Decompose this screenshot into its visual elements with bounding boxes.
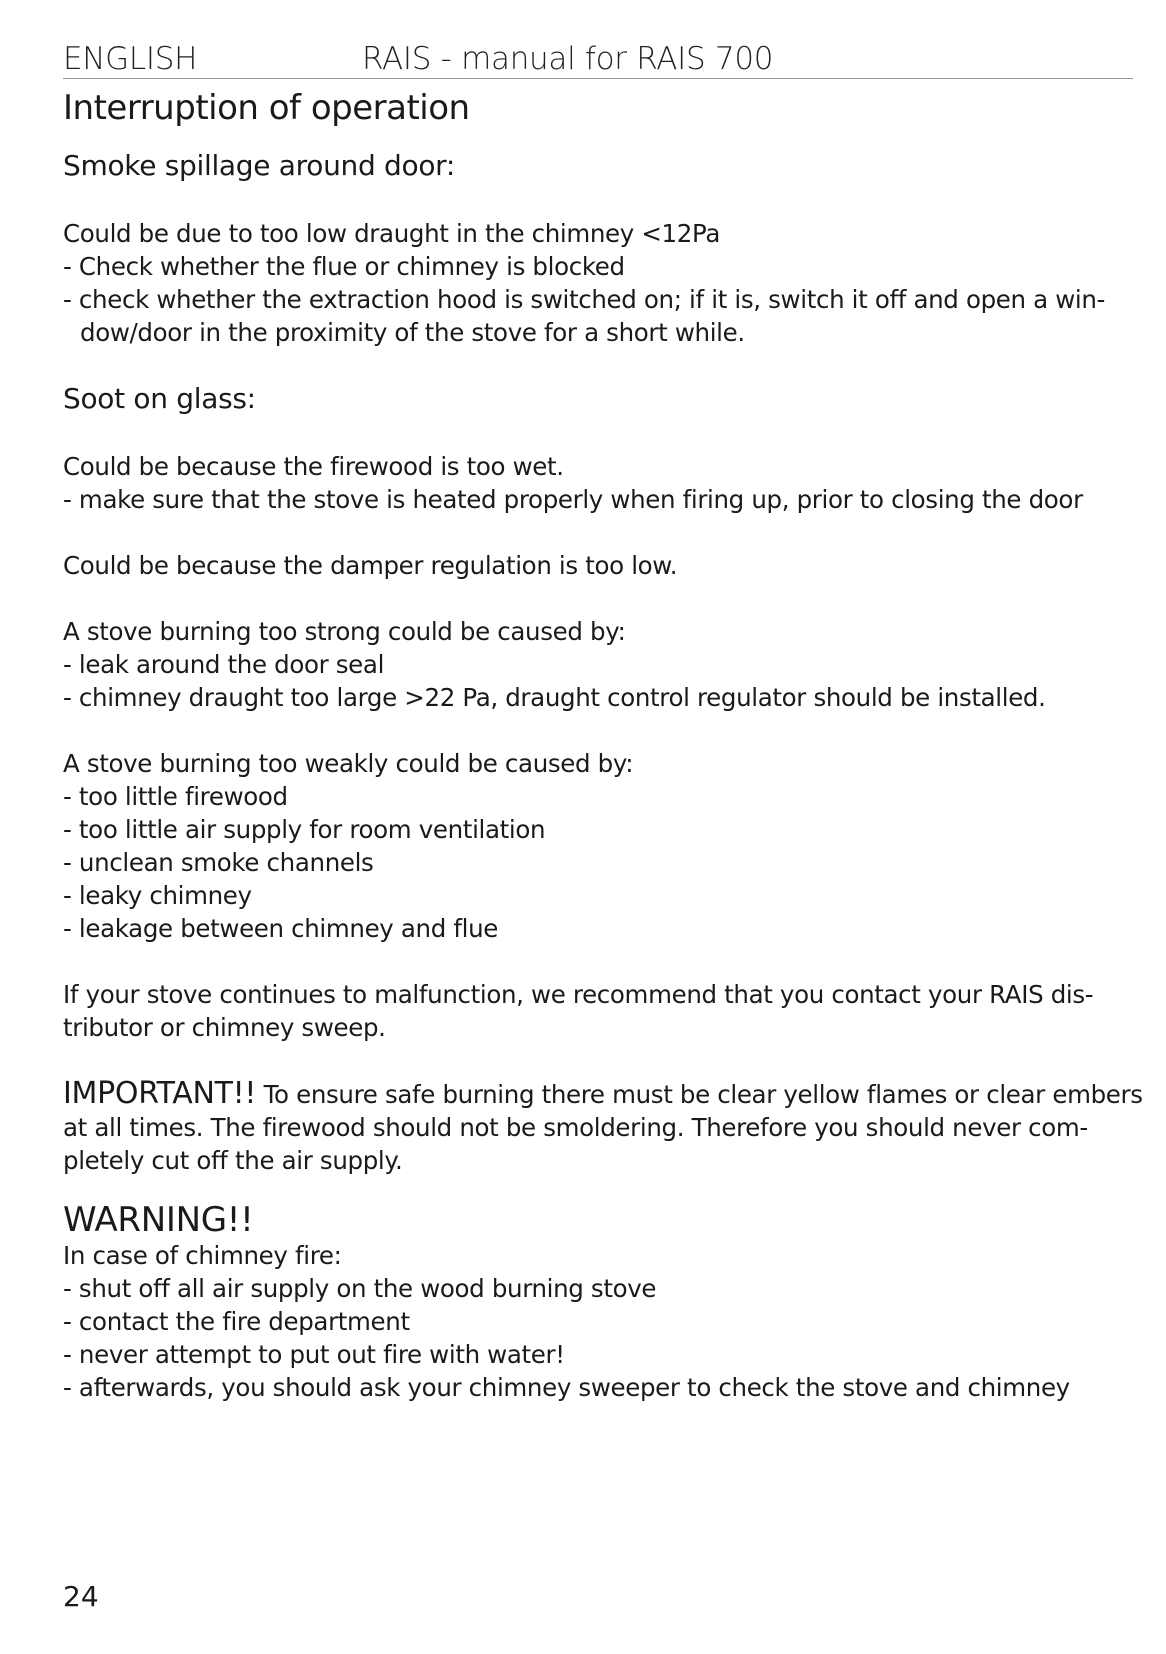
soot-paragraph-2 (63, 549, 1133, 582)
text-line: Could be because the firewood is too wet. (63, 452, 564, 481)
header-language: ENGLISH (63, 41, 198, 77)
text-line: Could be due to too low draught in the chimney <12Pa (63, 219, 721, 248)
smoke-paragraph (63, 217, 1133, 349)
text-line: tributor or chimney sweep. (63, 1013, 386, 1042)
important-label: IMPORTANT!! (63, 1076, 257, 1111)
text-line: If your stove continues to malfunction, we recommend that you contact your RAIS dis- (63, 980, 1094, 1009)
text-line: pletely cut off the air supply. (63, 1146, 403, 1175)
weak-burning-paragraph (63, 747, 1133, 945)
list-item: - too little firewood (63, 782, 288, 811)
header-manual-title: RAIS - manual for RAIS 700 (362, 41, 774, 77)
text-line: at all times. The firewood should not be smoldering. Therefore you should never com- (63, 1113, 1088, 1142)
soot-heading: Soot on glass: (63, 382, 256, 415)
list-item-continuation: dow/door in the proximity of the stove for a short while. (80, 318, 745, 347)
list-item: - Check whether the flue or chimney is blocked (63, 252, 625, 281)
section-title: Interruption of operation (63, 88, 470, 128)
list-item: - leak around the door seal (63, 650, 385, 679)
list-item: - unclean smoke channels (63, 848, 374, 877)
list-item: - too little air supply for room ventilation (63, 815, 546, 844)
list-item: - afterwards, you should ask your chimney sweeper to check the stove and chimney (63, 1373, 1070, 1402)
page-content (63, 86, 1143, 1437)
important-paragraph (63, 1076, 1143, 1177)
page-number: 24 (63, 1580, 99, 1613)
page-header (63, 40, 1133, 79)
warning-label: WARNING!! (63, 1200, 254, 1240)
list-item: - chimney draught too large >22 Pa, draught control regulator should be installed. (63, 683, 1046, 712)
text-line: In case of chimney fire: (63, 1241, 342, 1270)
strong-burning-paragraph (63, 615, 1133, 714)
smoke-heading: Smoke spillage around door: (63, 149, 456, 182)
list-item: - make sure that the stove is heated properly when firing up, prior to closing the door (63, 485, 1083, 514)
list-item: - leakage between chimney and flue (63, 914, 499, 943)
list-item: - shut off all air supply on the wood burning stove (63, 1274, 657, 1303)
list-item: - leaky chimney (63, 881, 252, 910)
soot-paragraph-1 (63, 450, 1133, 516)
text-line: A stove burning too weakly could be caused by: (63, 749, 634, 778)
list-item: - check whether the extraction hood is switched on; if it is, switch it off and open a win- (63, 285, 1106, 314)
text-line: A stove burning too strong could be caused by: (63, 617, 626, 646)
warning-paragraph (63, 1201, 1133, 1404)
important-text: To ensure safe burning there must be clear yellow flames or clear embers (256, 1080, 1143, 1109)
text-line (63, 1076, 1143, 1111)
list-item: - never attempt to put out fire with water! (63, 1340, 565, 1369)
list-item: - contact the fire department (63, 1307, 410, 1336)
text-line: Could be because the damper regulation is too low. (63, 551, 678, 580)
malfunction-paragraph (63, 978, 1133, 1044)
